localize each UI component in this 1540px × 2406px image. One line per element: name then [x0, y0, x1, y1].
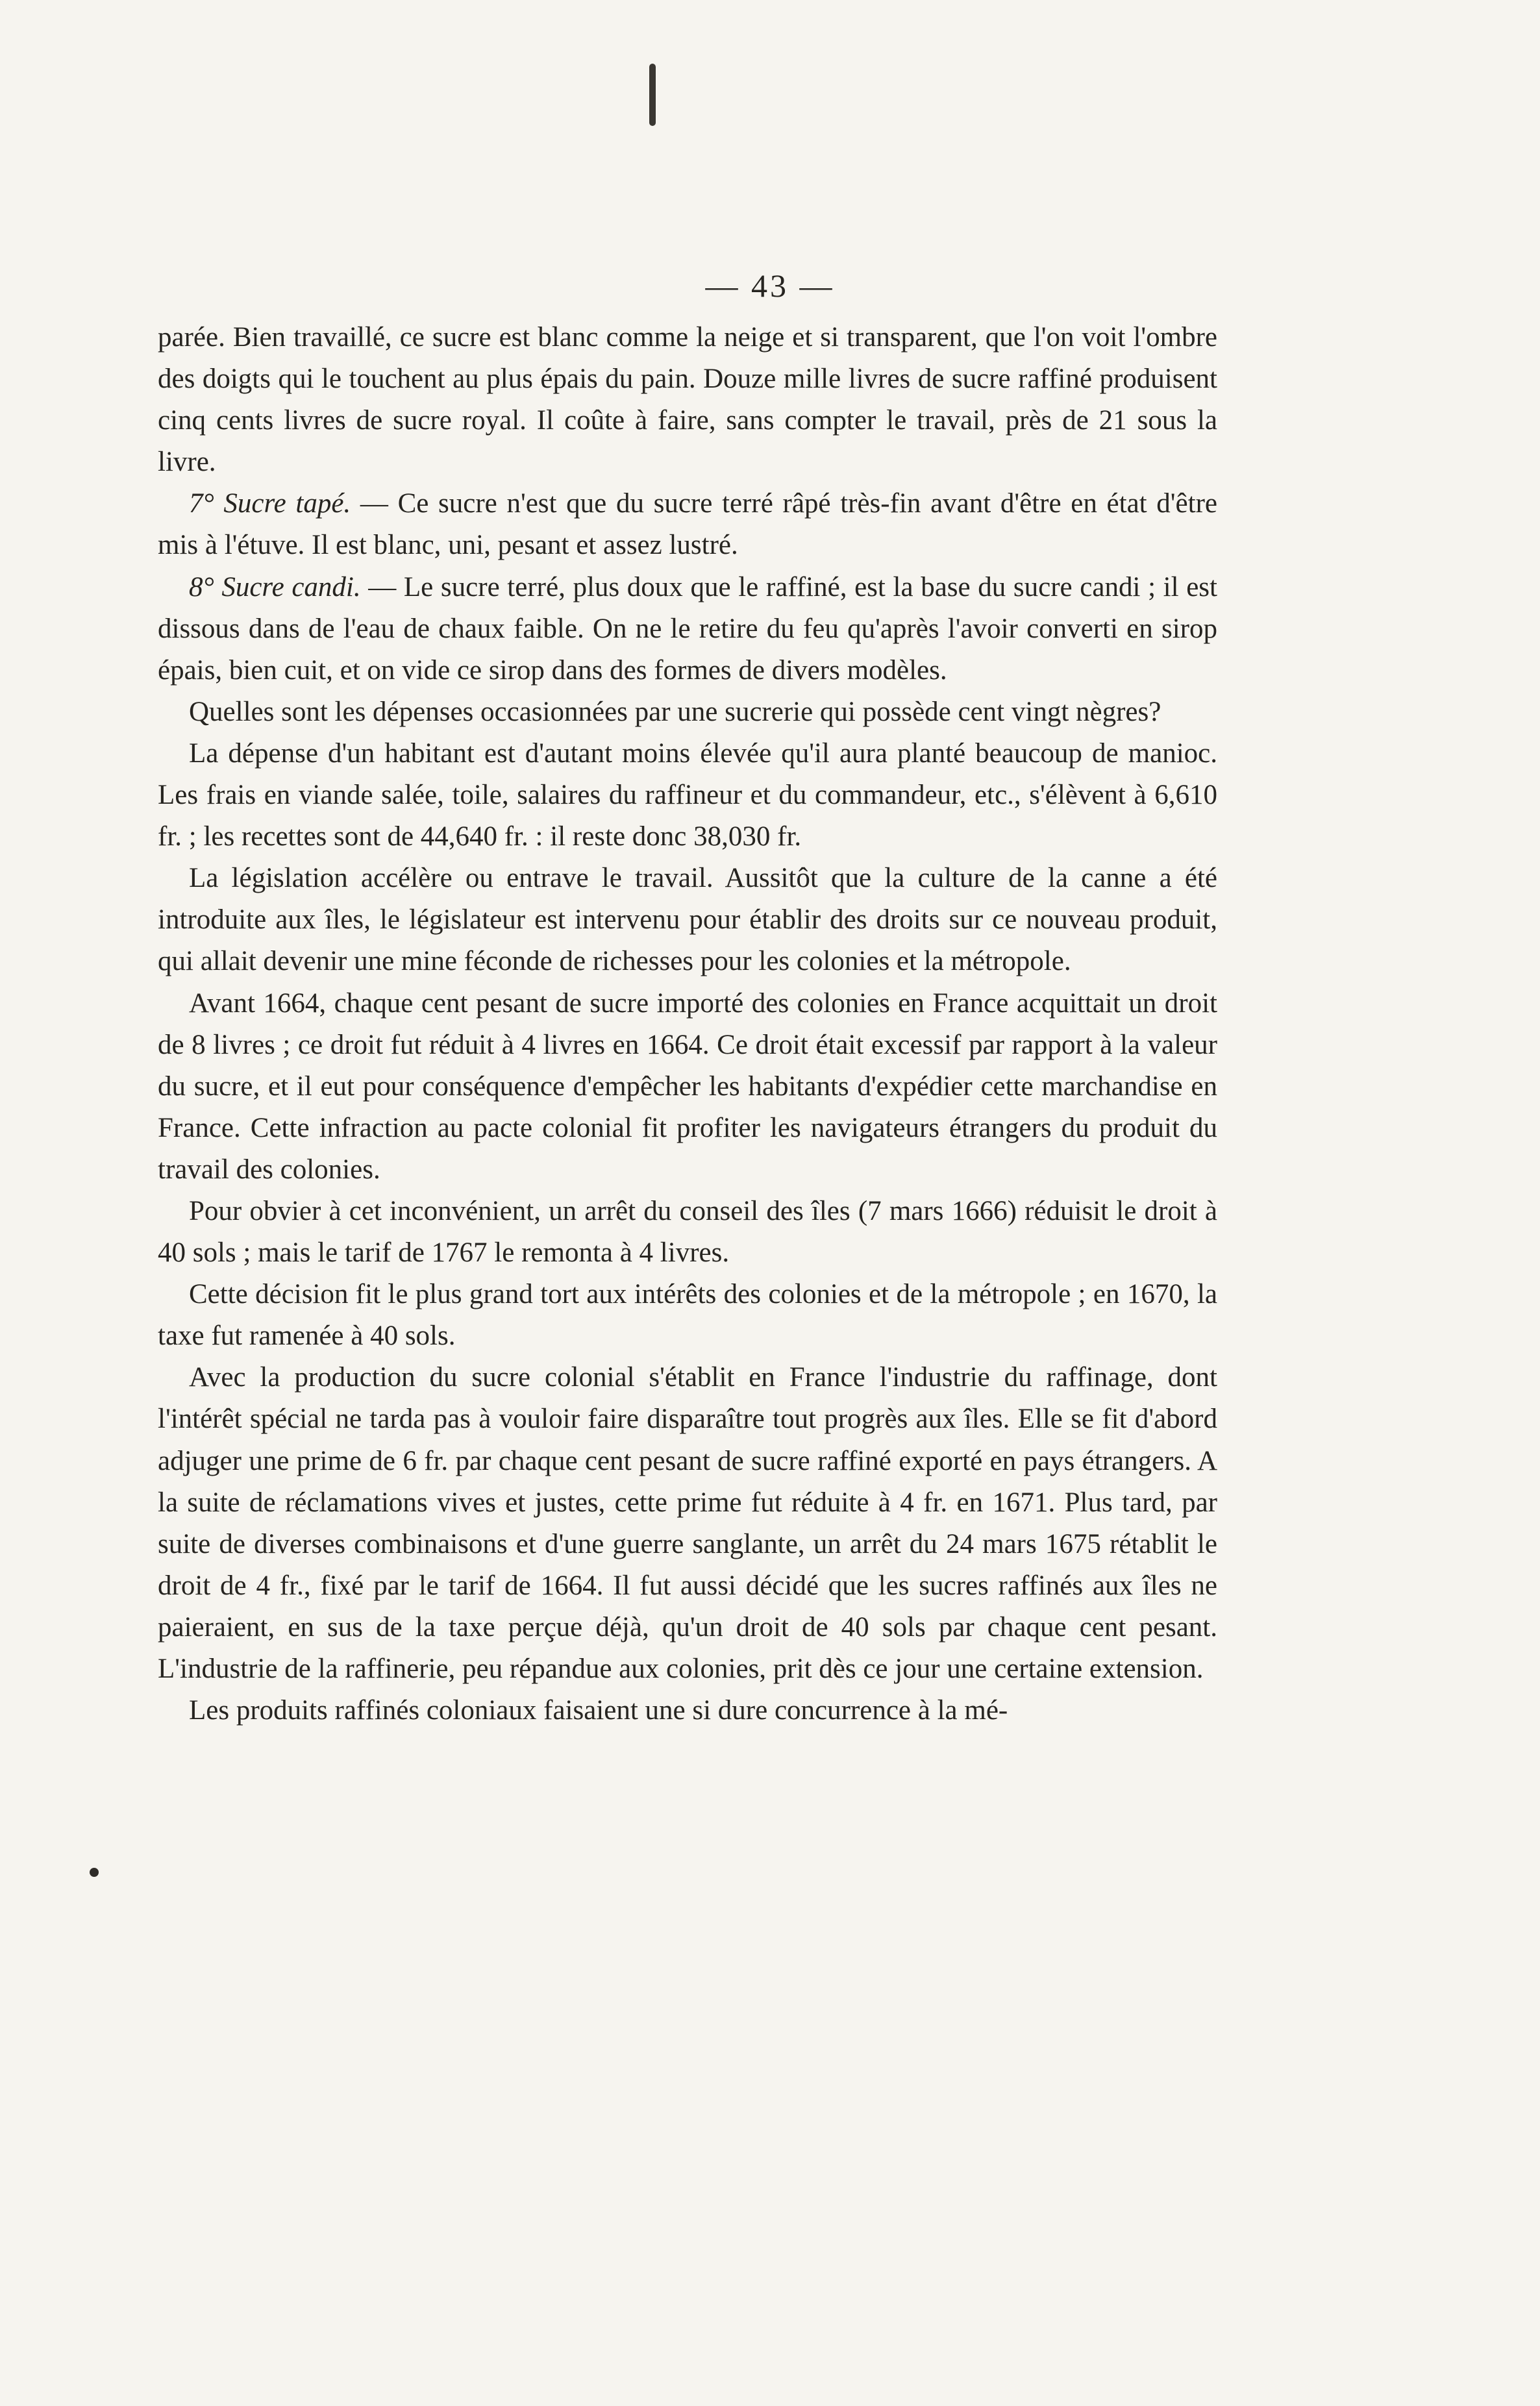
paragraph-text: La dépense d'un habitant est d'autant moins élevée qu'il aura planté beaucoup de manioc. Les frais en viande salée, toile, salaires du raffineur et du commandeur, etc., s'élèvent à 6,610 fr. ; les recettes sont de 44,640 fr. : il reste donc 38,030 fr. — [158, 738, 1217, 852]
paragraph-text: Pour obvier à cet inconvénient, un arrêt du conseil des îles (7 mars 1666) réduisit le droit à 40 sols ; mais le tarif de 1767 le remonta à 4 livres. — [158, 1195, 1217, 1269]
paragraph-text: Avec la production du sucre colonial s'établit en France l'industrie du raffinage, dont l'intérêt spécial ne tarda pas à vouloir faire disparaître tout progrès aux îles. Elle se fit d'abord adjuger une prime de 6 fr. par chaque cent pesant de sucre raffiné exporté en pays étrangers. A la suite de réclamations vives et justes, cette prime fut réduite à 4 fr. en 1671. Plus tard, par suite de diverses combinaisons et d'une guerre sanglante, un arrêt du 24 mars 1675 rétablit le droit de 4 fr., fixé par le tarif de 1664. Il fut aussi décidé que les sucres raffinés aux îles ne paieraient, en sus de la taxe perçue déjà, qu'un droit de 40 sols par chaque cent pesant. L'industrie de la raffinerie, peu répandue aux colonies, prit dès ce jour une certaine extension. — [158, 1362, 1217, 1684]
margin-dot — [90, 1868, 99, 1877]
paragraph — [158, 858, 1217, 982]
paragraph-text: Les produits raffinés coloniaux faisaient une si dure concurrence à la mé- — [189, 1695, 1008, 1726]
paragraph — [158, 1274, 1217, 1357]
paragraph-text: Quelles sont les dépenses occasionnées par une sucrerie qui possède cent vingt nègres? — [189, 696, 1161, 727]
paragraph-text: Cette décision fit le plus grand tort aux intérêts des colonies et de la métropole ; en 1670, la taxe fut ramenée à 40 sols. — [158, 1279, 1217, 1352]
paragraph-text: — Ce sucre n'est que du sucre terré râpé très-fin avant d'être en état d'être mis à l'étuve. Il est blanc, uni, pesant et assez lustré. — [158, 488, 1217, 561]
paragraph-text: — Le sucre terré, plus doux que le raffiné, est la base du sucre candi ; il est dissous dans de l'eau de chaux faible. On ne le retire du feu qu'après l'avoir converti en sirop épais, bien cuit, et on vide ce sirop dans des formes de divers modèles. — [158, 571, 1217, 686]
paragraph — [158, 1357, 1217, 1690]
page-edge-mark — [649, 64, 656, 126]
paragraph — [158, 567, 1217, 691]
paragraph — [158, 483, 1217, 566]
body-text — [158, 317, 1217, 1731]
paragraph — [158, 733, 1217, 858]
paragraph — [158, 317, 1217, 483]
paragraph-text: parée. Bien travaillé, ce sucre est blanc comme la neige et si transparent, que l'on voit l'ombre des doigts qui le touchent au plus épais du pain. Douze mille livres de sucre raffiné produisent cinq cents livres de sucre royal. Il coûte à faire, sans compter le travail, près de 21 sous la livre. — [158, 322, 1217, 478]
page-number: — 43 — — [705, 267, 835, 304]
paragraph-heading: 8° Sucre candi. — [189, 571, 361, 602]
paragraph — [158, 1690, 1217, 1731]
paragraph — [158, 1191, 1217, 1274]
paragraph — [158, 691, 1217, 733]
paragraph-heading: 7° Sucre tapé. — [189, 488, 351, 519]
paragraph-text: Avant 1664, chaque cent pesant de sucre importé des colonies en France acquittait un droit de 8 livres ; ce droit fut réduit à 4 livres en 1664. Ce droit était excessif par rapport à la valeur du sucre, et il eut pour conséquence d'empêcher les habitants d'expédier cette marchandise en France. Cette infraction au pacte colonial fit profiter les navigateurs étrangers du produit du travail des colonies. — [158, 987, 1217, 1185]
paragraph-text: La législation accélère ou entrave le travail. Aussitôt que la culture de la canne a été introduite aux îles, le législateur est intervenu pour établir des droits sur ce nouveau produit, qui allait devenir une mine féconde de richesses pour les colonies et la métropole. — [158, 863, 1217, 977]
paragraph — [158, 983, 1217, 1191]
